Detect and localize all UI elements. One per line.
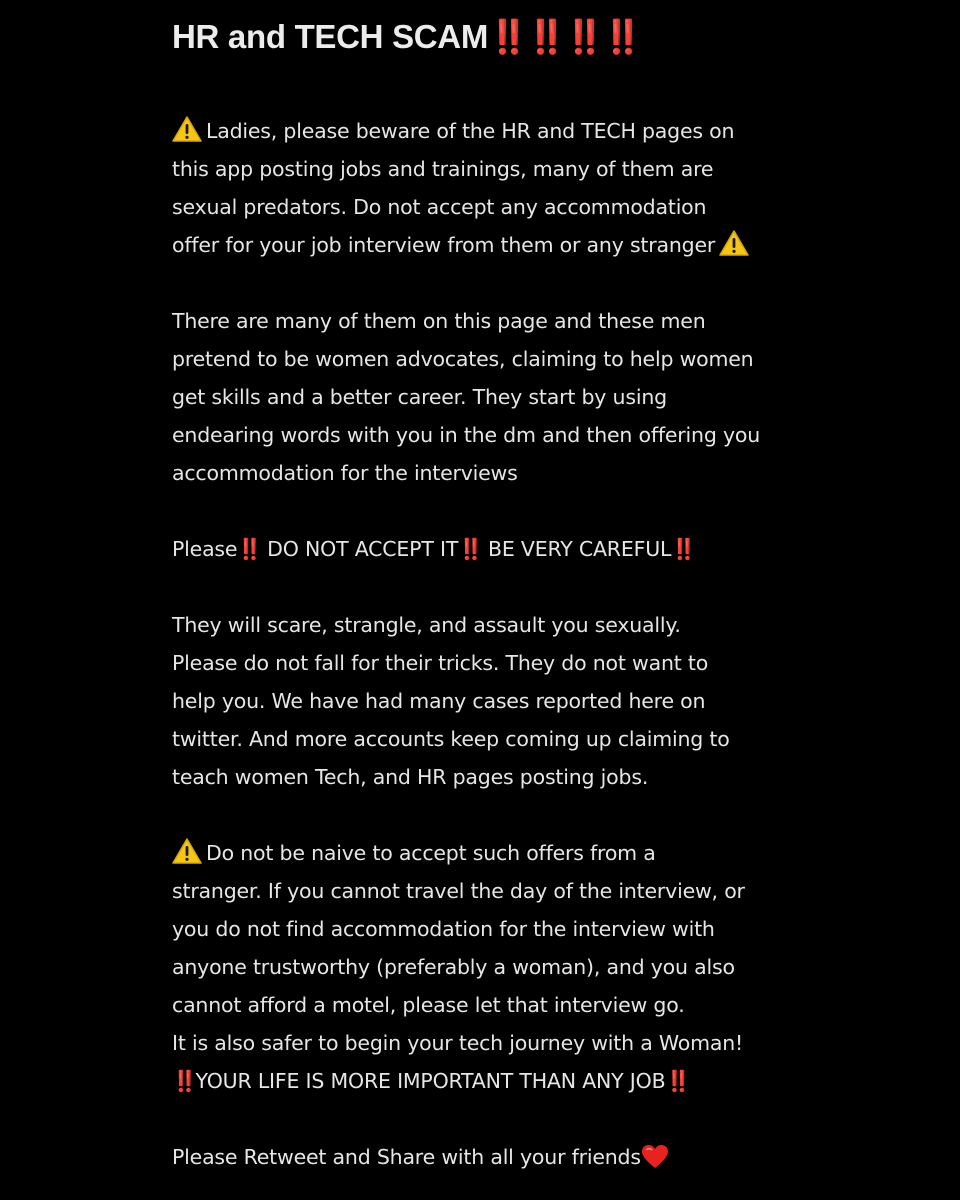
warning-line	[172, 530, 812, 568]
paragraph-naive-text: Do not be naive to accept such offers from a stranger. If you cannot travel the day of the interview, or you do not find accommodation for the interview with anyone trustworthy (preferably a woman), and you also cannot afford a motel, please let that interview go. It is also safer to begin your tech journey with a Woman!	[172, 841, 745, 1055]
paragraph-naive	[172, 834, 812, 1100]
closing-line	[172, 1138, 812, 1176]
double-exclamation-icon: ‼️	[237, 537, 261, 561]
double-exclamation-icon: ‼️	[458, 537, 482, 561]
double-exclamation-icon: ‼️	[665, 1069, 689, 1093]
double-exclamation-icon: ‼️	[172, 1069, 196, 1093]
double-exclamation-icon: ‼️	[671, 537, 695, 561]
shout-line: YOUR LIFE IS MORE IMPORTANT THAN ANY JOB	[195, 1069, 666, 1093]
closing-text: Please Retweet and Share with all your friends	[172, 1145, 641, 1169]
spacer	[172, 60, 812, 112]
paragraph-beware	[172, 112, 812, 264]
spacer	[172, 1100, 812, 1138]
paragraph-beware-text: Ladies, please beware of the HR and TECH pages on this app posting jobs and trainings, many of them are sexual predators. Do not accept any accommodation offer for your job interview from them or any stranger	[172, 119, 735, 257]
spacer	[172, 492, 812, 530]
paragraph-tricks: They will scare, strangle, and assault you sexually. Please do not fall for their tricks. They do not want to help you. We have had many cases reported here on twitter. And more accounts keep coming up claiming to teach women Tech, and HR pages posting jobs.	[172, 613, 730, 789]
spacer	[172, 568, 812, 606]
warning-icon	[172, 116, 202, 142]
spacer	[172, 796, 812, 834]
paragraph-predators: There are many of them on this page and these men pretend to be women advocates, claiming to help women get skills and a better career. They start by using endearing words with you in the dm and then offering you accommodation for the interviews	[172, 309, 761, 485]
warning-line-part3: BE VERY CAREFUL	[481, 537, 672, 561]
note-content	[172, 14, 812, 1176]
spacer	[172, 264, 812, 302]
warning-line-part1: Please	[172, 537, 238, 561]
double-exclamation-icon: ‼️‼️‼️‼️	[488, 18, 641, 55]
warning-line-part2: DO NOT ACCEPT IT	[260, 537, 459, 561]
note-title	[172, 14, 812, 60]
red-heart-icon	[641, 1144, 669, 1170]
title-text: HR and TECH SCAM	[172, 18, 489, 55]
warning-icon	[719, 230, 749, 256]
warning-icon	[172, 838, 202, 864]
